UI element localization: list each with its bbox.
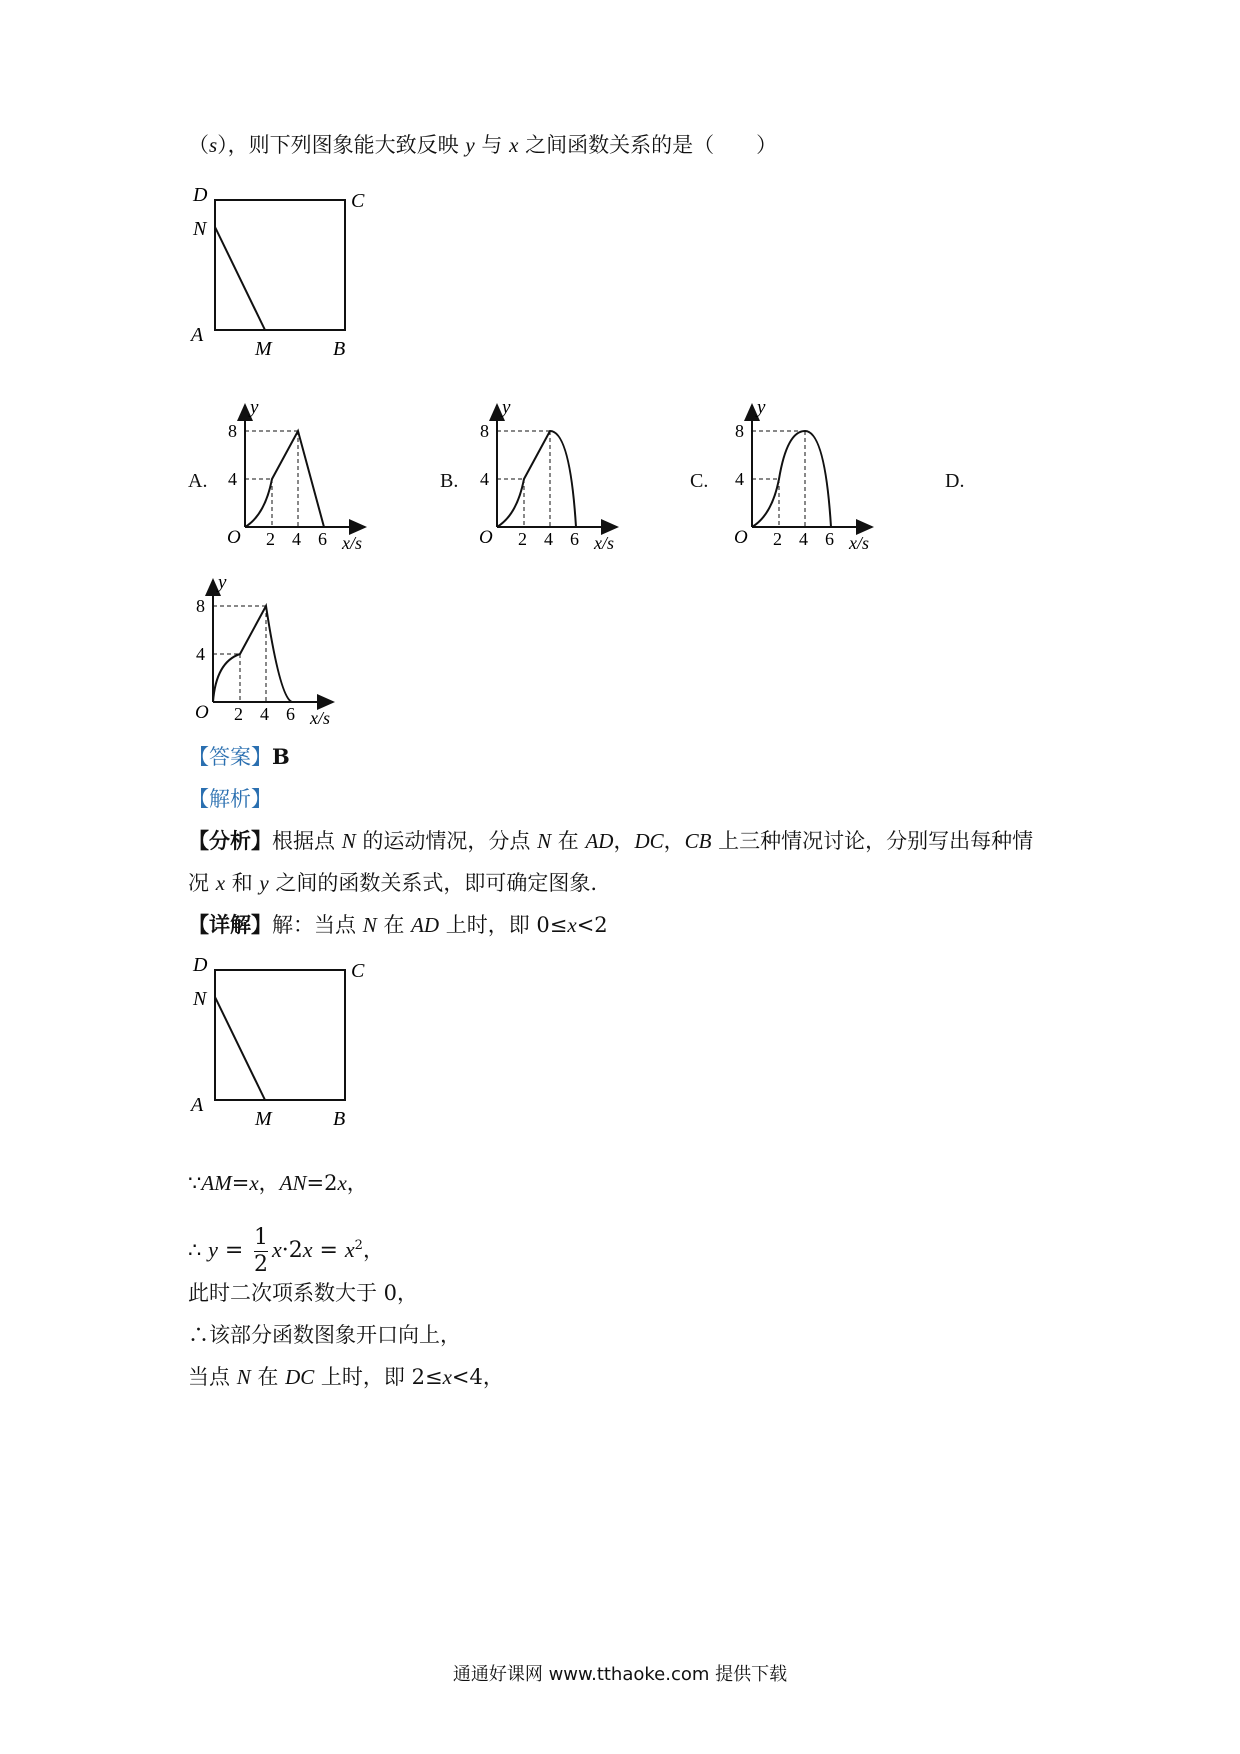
xtick-2: 2 [266,529,275,549]
text: = [231,1171,250,1195]
text: 上三种情况讨论，分别写出每种情 [711,829,1034,853]
x-axis-label: x/s [342,533,362,553]
label-M: M [255,338,272,360]
var-x: x [442,1365,452,1389]
xtick-6: 6 [825,529,834,549]
label-C: C [351,960,365,982]
xtick-6: 6 [318,529,327,549]
text: 之间的函数关系式，即可确定图象. [268,871,598,895]
text: ），则下列图象能大致反映 [217,133,466,157]
var-N: N [537,829,552,853]
var-x: x [215,871,226,895]
label-A: A [191,1094,204,1116]
option-a-label: A. [188,470,208,492]
answer-value: B [272,744,290,769]
x-axis-label: x/s [849,533,869,553]
origin-label: O [479,527,493,548]
because-line [188,1168,368,1198]
graph-option-b [472,395,632,555]
xtick-2: 2 [234,704,243,724]
answer-label: 【答案】 [188,745,272,769]
xtick-6: 6 [286,704,295,724]
tick-8: 8 [735,421,744,441]
text: ， [663,829,685,853]
text: =2 [306,1171,338,1195]
square-figure-2 [185,955,385,1145]
text: 上时，即 2≤ [314,1365,443,1389]
text: ·2 [281,1238,303,1263]
detail-label: 【详解】 [188,912,272,937]
label-B: B [333,1108,346,1130]
seg-AM: AM [201,1171,232,1195]
open-up-line: ∴该部分函数图象开口向上， [188,1323,461,1347]
answer-line [188,742,290,772]
option-c-label: C. [690,470,709,492]
option-d-label: D. [945,470,965,492]
var-N: N [236,1365,251,1389]
tick-4: 4 [196,644,205,664]
text: 当点 [188,1365,237,1389]
label-D: D [193,955,208,976]
text: ， [613,829,635,853]
var-y: y [259,871,269,895]
label-C: C [351,190,365,212]
var-s: s [209,133,218,157]
tick-8: 8 [480,421,489,441]
label-M: M [255,1108,272,1130]
square-figure-1 [185,185,385,375]
y-axis-label: y [502,397,511,418]
xtick-4: 4 [292,529,301,549]
text: 在 [250,1365,286,1389]
var-x: x [302,1237,313,1262]
var-x: x [344,1237,355,1262]
label-N: N [193,988,207,1010]
origin-label: O [195,702,209,723]
label-D: D [193,185,208,206]
tick-8: 8 [228,421,237,441]
tick-4: 4 [735,469,744,489]
var-x: x [509,133,519,157]
coef-line: 此时二次项系数大于 0， [188,1281,419,1305]
graph-option-d [188,570,348,730]
text: <2 [576,913,608,937]
page-footer: 通通好课网 www.tthaoke.com 提供下载 [452,1664,788,1685]
text: 和 [225,871,260,895]
x-axis-label: x/s [594,533,614,553]
text: 根据点 [272,829,342,853]
origin-label: O [227,527,241,548]
y-axis-label: y [757,397,766,418]
fenxi-line-1 [188,826,1033,856]
var-x: x [249,1171,259,1195]
text: ， [258,1171,280,1195]
because-symbol: ∵ [188,1171,202,1195]
text: （ [188,133,209,157]
fraction-half [254,1225,268,1278]
var-y: y [208,1237,218,1262]
text: 上时，即 0≤ [439,913,568,937]
seg-DC: DC [285,1365,315,1389]
detail-line [188,910,608,940]
var-N: N [362,913,377,937]
fenxi-label: 【分析】 [188,828,272,853]
var-x: x [271,1237,282,1262]
var-x: x [567,913,577,937]
text: <4， [451,1365,504,1389]
therefore-symbol: ∴ [188,1238,202,1262]
label-B: B [333,338,346,360]
analysis-line [188,784,272,814]
fenxi-line-2 [188,868,597,898]
seg-CB: CB [684,829,712,853]
xtick-4: 4 [799,529,808,549]
text: 在 [376,913,412,937]
formula-line [188,1218,384,1278]
seg-DC: DC [634,829,664,853]
text: ， [362,1238,384,1262]
y-axis-label: y [250,397,259,418]
xtick-2: 2 [518,529,527,549]
graph-option-a [220,395,380,555]
option-b-label: B. [440,470,459,492]
xtick-2: 2 [773,529,782,549]
exponent: 2 [354,1238,363,1253]
denominator: 2 [253,1252,268,1277]
label-A: A [191,324,204,346]
xtick-4: 4 [544,529,553,549]
xtick-4: 4 [260,704,269,724]
label-N: N [193,218,207,240]
text: ， [346,1171,368,1195]
text: 在 [551,829,586,853]
text: = [312,1238,345,1263]
var-N: N [341,829,356,853]
y-axis-label: y [218,572,227,593]
tick-8: 8 [196,596,205,616]
numerator: 1 [253,1225,268,1250]
tick-4: 4 [228,469,237,489]
text: 的运动情况，分点 [355,829,538,853]
var-x: x [337,1171,347,1195]
x-axis-label: x/s [310,708,330,728]
dc-line [188,1362,504,1392]
text: 况 [188,871,216,895]
text: 与 [474,133,510,157]
graph-option-c [727,395,887,555]
analysis-label: 【解析】 [188,787,272,811]
seg-AN: AN [279,1171,307,1195]
seg-AD: AD [411,913,440,937]
text: = [217,1238,244,1263]
origin-label: O [734,527,748,548]
xtick-6: 6 [570,529,579,549]
question-intro [188,130,777,160]
var-y: y [465,133,475,157]
text: 之间函数关系的是（ ） [518,133,778,157]
text: 解：当点 [272,913,363,937]
tick-4: 4 [480,469,489,489]
seg-AD: AD [585,829,614,853]
